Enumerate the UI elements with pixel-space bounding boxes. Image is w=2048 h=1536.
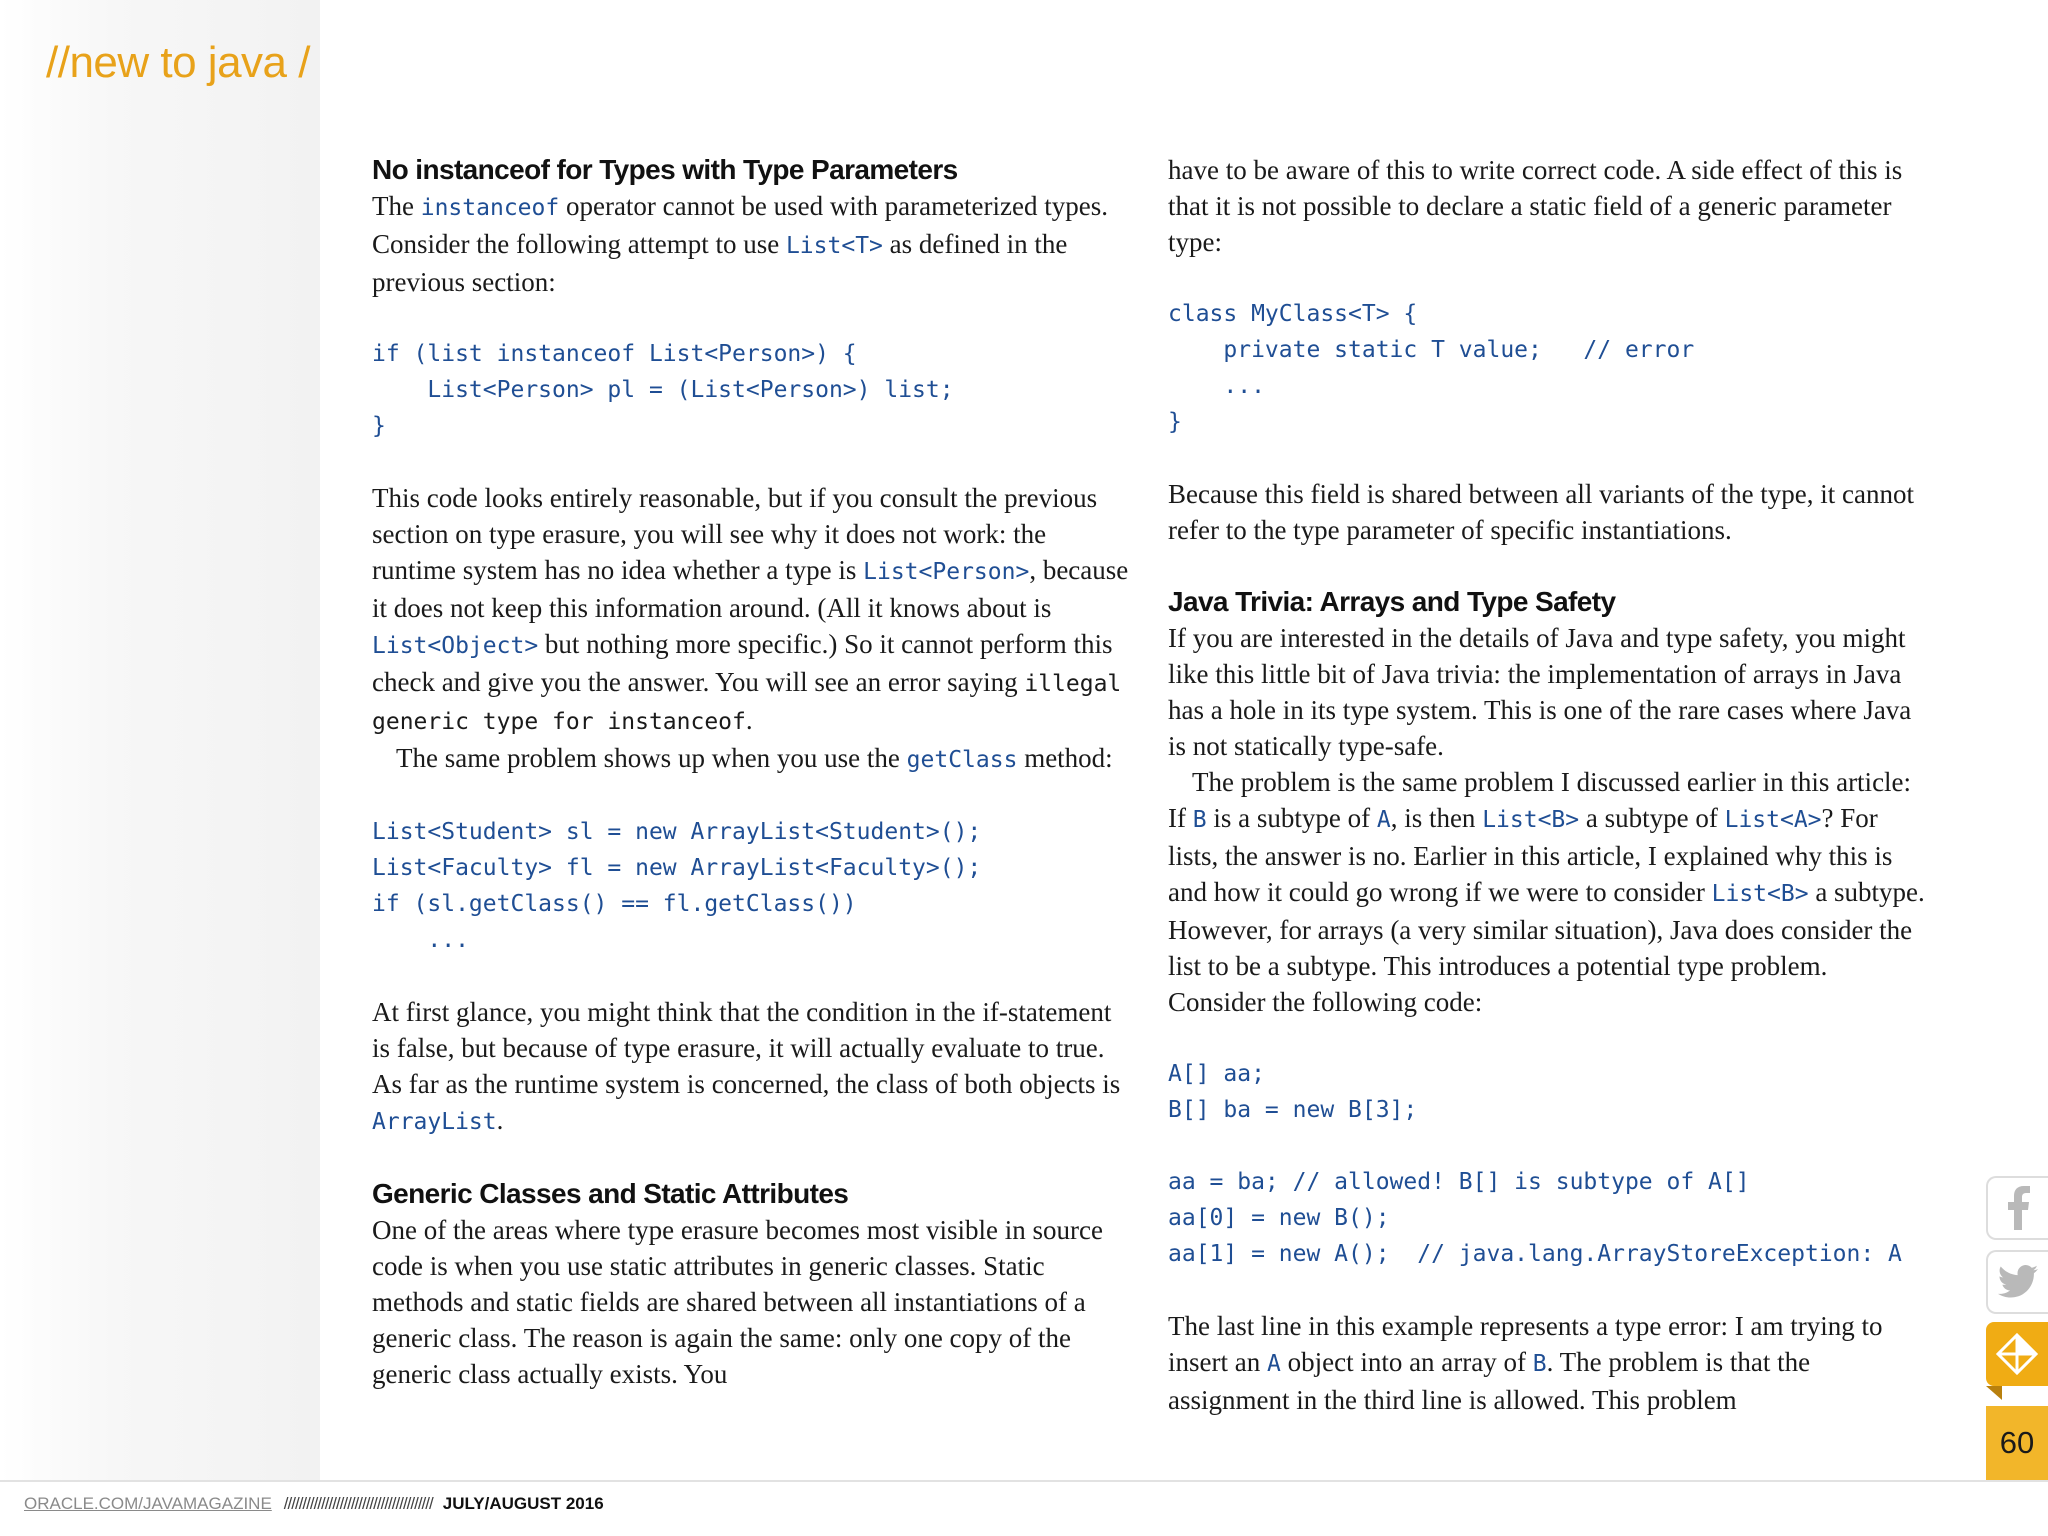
paragraph: The problem is the same problem I discussed earlier in this article: If B is a subtype of A, is then List<B> a subtype of List<A>? For lists, the answer is no. Earlier in this article, I explained why this is and how it could go wrong if we were to consider List<B> a subtype. However, for arrays (a very similar situation), Java does consider the list to be a subtype. This introduces a potential type problem. Consider the following code: [1168,767,1925,1017]
twitter-share-button[interactable] [1986,1250,2048,1314]
paragraph: One of the areas where type erasure becomes most visible in source code is when you use static attributes in generic classes. Static methods and static fields are shared between all instantiations of a generic class. The reason is again the same: only one copy of the generic class actually exists. You [372,1215,1103,1389]
facebook-share-button[interactable] [1986,1176,2048,1240]
code-line: ... [1168,373,1265,399]
code-line: A[] aa; [1168,1061,1265,1087]
footer-site-link[interactable]: ORACLE.COM/JAVAMAGAZINE [24,1494,272,1513]
heading-instanceof: No instanceof for Types with Type Parameters [372,154,958,185]
footer-issue-date: JULY/AUGUST 2016 [442,1494,604,1513]
paragraph: The same problem shows up when you use the getClass method: [396,743,1113,773]
inline-code: B [1192,807,1207,833]
inline-code: A [1376,807,1391,833]
inline-code: getClass [906,747,1018,773]
footer-divider [0,1480,2048,1482]
code-line: } [372,413,386,439]
article-column-right [1168,152,1928,1418]
code-block [372,336,1132,444]
page-number: 60 [1986,1406,2048,1480]
code-line: List<Student> sl = new ArrayList<Student>(); [372,819,982,845]
code-line: aa[0] = new B(); [1168,1205,1390,1231]
code-line: aa = ba; // allowed! B[] is subtype of A[] [1168,1169,1750,1195]
inline-code: List<T> [785,233,883,259]
code-line: if (list instanceof List<Person>) { [372,341,857,367]
inline-code: A [1266,1351,1281,1377]
section-header: //new to java / [46,38,310,87]
inline-code: B [1532,1351,1547,1377]
left-margin-shade [0,0,320,1480]
paragraph: At first glance, you might think that the condition in the if-statement is false, but because of type erasure, it will actually evaluate to true. As far as the runtime system is concerned, the class of both objects is ArrayList. [372,997,1121,1135]
paragraph: If you are interested in the details of Java and type safety, you might like this little bit of Java trivia: the implementation of arrays in Java has a hole in its type system. This is one of the rare cases where Java is not statically type-safe. [1168,623,1912,761]
code-line: B[] ba = new B[3]; [1168,1097,1418,1123]
bookmark-fold [1986,1386,2002,1400]
footer-slashes: //////////////////////////////////////// [283,1494,433,1513]
article-column-left [372,152,1132,1392]
code-line: if (sl.getClass() == fl.getClass()) [372,891,857,917]
code-line: ... [372,927,469,953]
inline-code: List<Object> [372,633,539,659]
bookmark-icon [1996,1333,2038,1375]
inline-code: ArrayList [372,1109,497,1135]
code-block [372,814,1132,958]
inline-code: List<Person> [863,559,1030,585]
facebook-icon [2003,1186,2033,1230]
heading-generic-classes: Generic Classes and Static Attributes [372,1178,849,1209]
code-block [1168,1056,1928,1128]
inline-code: instanceof [420,195,560,221]
paragraph: The instanceof operator cannot be used with parameterized types. Consider the following attempt to use List<T> as defined in the previous section: [372,191,1108,297]
code-line: class MyClass<T> { [1168,301,1418,327]
bookmark-button[interactable] [1986,1322,2048,1386]
code-line: private static T value; // error [1168,337,1695,363]
code-line: } [1168,409,1182,435]
inline-error-text: illegal generic type for instanceof [372,671,1122,735]
heading-java-trivia: Java Trivia: Arrays and Type Safety [1168,586,1616,617]
inline-code: List<B> [1482,807,1580,833]
inline-code: List<A> [1724,807,1822,833]
code-line: List<Faculty> fl = new ArrayList<Faculty>(); [372,855,982,881]
code-block [1168,1164,1928,1272]
paragraph: Because this field is shared between all variants of the type, it cannot refer to the type parameter of specific instantiations. [1168,479,1915,545]
paragraph: This code looks entirely reasonable, but if you consult the previous section on type erasure, you will see why it does not work: the runtime system has no idea whether a type is List<Person>, because it does not keep this information around. (All it knows about is List<Object> but nothing more specific.) So it cannot perform this check and give you the answer. You will see an error saying illegal generic type for instanceof. [372,483,1129,735]
twitter-bird-icon [1998,1265,2038,1299]
inline-code: List<B> [1711,881,1809,907]
paragraph: have to be aware of this to write correct code. A side effect of this is that it is not possible to declare a static field of a generic parameter type: [1168,155,1903,257]
code-line: aa[1] = new A(); // java.lang.ArrayStoreException: A [1168,1241,1902,1267]
code-block [1168,296,1928,440]
paragraph: The last line in this example represents a type error: I am trying to insert an A object into an array of B. The problem is that the assignment in the third line is allowed. This problem [1168,1311,1883,1415]
code-line: List<Person> pl = (List<Person>) list; [372,377,954,403]
footer [24,1494,604,1514]
